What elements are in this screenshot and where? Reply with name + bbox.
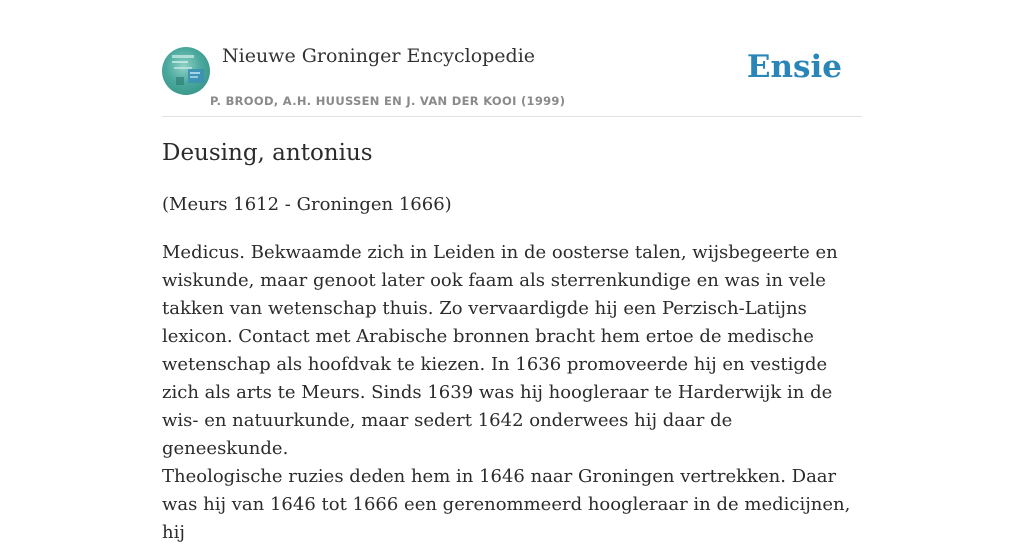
entry-paragraph: Medicus. Bekwaamde zich in Leiden in de oosterse talen, wijsbegeerte en wiskunde, maar genoot later ook faam als sterrenkundige en was in vele takken van wetenschap thuis. Zo vervaardigde hij een Perzisch-Latijns lexicon. Contact met Arabische bronnen bracht hem ertoe de medische wetenschap als hoofdvak te kiezen. In 1636 promoveerde hij en vestigde zich als arts te Meurs. Sinds 1639 was hij hoogleraar te Harderwijk in de wis- en natuurkunde, maar sedert 1642 onderwees hij daar de geneeskunde.: [162, 242, 838, 459]
site-title[interactable]: Nieuwe Groninger Encyclopedie: [222, 45, 536, 67]
entry-paragraph: Theologische ruzies deden hem in 1646 naar Groningen vertrekken. Daar was hij van 1646 tot 1666 een gerenommeerd hoogleraar in de medicijnen, hij: [162, 466, 851, 543]
page: [162, 0, 862, 543]
entry-subtitle: (Meurs 1612 - Groningen 1666): [162, 194, 452, 215]
entry-title: Deusing, antonius: [162, 140, 373, 166]
authors-credit: P. BROOD, A.H. HUUSSEN EN J. VAN DER KOOI (1999): [210, 94, 566, 108]
ensie-logo-link[interactable]: Ensie: [746, 49, 842, 85]
header: [162, 0, 862, 117]
book-cover-icon: [162, 47, 210, 95]
book-cover-avatar[interactable]: [162, 47, 210, 95]
